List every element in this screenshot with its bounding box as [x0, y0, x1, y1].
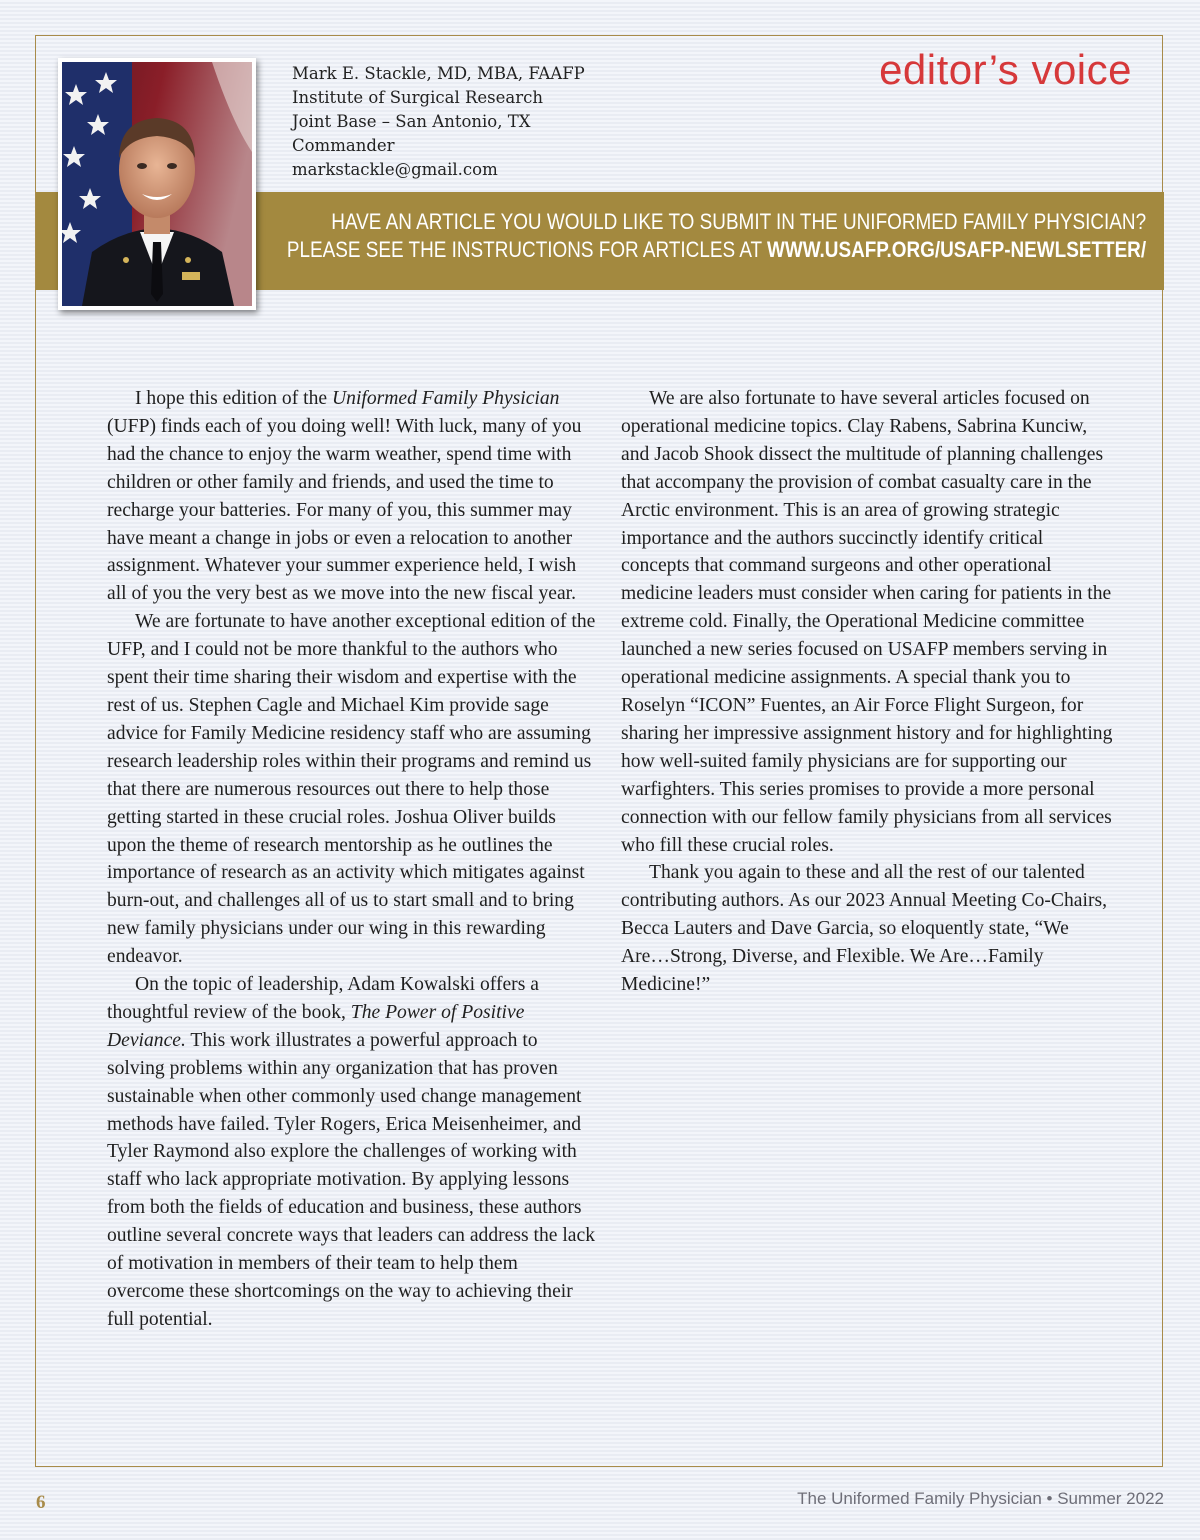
author-organization: Institute of Surgical Research: [292, 88, 543, 107]
author-role: Commander: [292, 136, 395, 155]
article-paragraph: Thank you again to these and all the rest of our talented contributing authors. As our 2023 Annual Meeting Co-Chairs, Becca Lauters and Dave Garcia, so eloquently state, “We Are…Strong, Diverse, and Flexible. We Are…Family Medicine!”: [621, 862, 1107, 996]
author-name: Mark E. Stackle, MD, MBA, FAAFP: [292, 64, 585, 83]
book-title-italic: The Power of Positive Deviance.: [107, 1001, 525, 1051]
author-location: Joint Base – San Antonio, TX: [292, 112, 531, 131]
article-paragraph: [107, 971, 599, 1334]
headshot-image: [62, 62, 252, 306]
article-paragraph: We are also fortunate to have several articles focused on operational medicine topics. Clay Rabens, Sabrina Kunciw, and Jacob Shook dissect the multitude of planning challenges that accompany the provision of combat casualty care in the Arctic environment. This is an area of growing strategic importance and the authors succinctly identify critical concepts that command surgeons and other operational medicine leaders must consider when caring for patients in the extreme cold. Finally, the Operational Medicine committee launched a new series focused on USAFP members serving in operational medicine assignments. A special thank you to Roselyn “ICON” Fuentes, an Air Force Flight Surgeon, for sharing her impressive assignment history and for highlighting how well-suited family physicians are for supporting our warfighters. This series promises to provide a more personal connection with our fellow family physicians from all services who fill these crucial roles.: [621, 388, 1113, 856]
article-column-right: [621, 385, 1113, 999]
publication-title-italic: Uniformed Family Physician: [332, 388, 560, 409]
article-column-left: [107, 385, 599, 1334]
paragraph-text: This work illustrates a powerful approach to solving problems within any organization that has proven sustainable when other commonly used change management methods have failed. Tyler Rogers, Erica Meisenheimer, and Tyler Raymond also explore the challenges of working with staff who lack appropriate motivation. By applying lessons from both the fields of education and business, these authors outline several concrete ways that leaders can address the lack of motivation in members of their team to help them overcome these shortcomings on the way to achieving their full potential.: [107, 1029, 595, 1330]
paragraph-text: (UFP) finds each of you doing well! With luck, many of you had the chance to enjoy the warm weather, spend time with children or other family and friends, and used the time to recharge your batteries. For many of you, this summer may have meant a change in jobs or even a relocation to another assignment. Whatever your summer experience held, I wish all of you the very best as we move into the new fiscal year.: [107, 415, 582, 605]
banner-text: [287, 208, 1146, 264]
publication-footer: The Uniformed Family Physician • Summer 2022: [797, 1489, 1164, 1508]
section-title: editor’s voice: [879, 46, 1132, 93]
banner-url-link[interactable]: WWW.USAFP.ORG/USAFP-NEWLSETTER/: [766, 237, 1146, 262]
author-byline: [292, 62, 585, 182]
article-paragraph: [107, 385, 599, 608]
banner-line-2: [287, 236, 1146, 264]
paragraph-text: I hope this edition of the: [135, 388, 332, 409]
page-number: 6: [36, 1492, 46, 1513]
article-paragraph: We are fortunate to have another exceptional edition of the UFP, and I could not be more thankful to the authors who spent their time sharing their wisdom and expertise with the rest of us. Stephen Cagle and Michael Kim provide sage advice for Family Medicine residency staff who are assuming research leadership roles within their programs and remind us that there are numerous resources out there to help those getting started in these crucial roles. Joshua Oliver builds upon the theme of research mentorship as he outlines the importance of research as an activity which mitigates against burn-out, and challenges all of us to start small and to bring new family physicians under our wing in this rewarding endeavor.: [107, 611, 596, 968]
banner-line-2-prefix: PLEASE SEE THE INSTRUCTIONS FOR ARTICLES AT: [286, 237, 767, 262]
banner-line-1: HAVE AN ARTICLE YOU WOULD LIKE TO SUBMIT IN THE UNIFORMED FAMILY PHYSICIAN?: [331, 209, 1146, 234]
paragraph-text: On the topic of leadership, Adam Kowalski offers a thoughtful review of the book,: [107, 974, 539, 1023]
author-email-link[interactable]: markstackle@gmail.com: [292, 160, 498, 179]
author-photo: [58, 58, 256, 310]
